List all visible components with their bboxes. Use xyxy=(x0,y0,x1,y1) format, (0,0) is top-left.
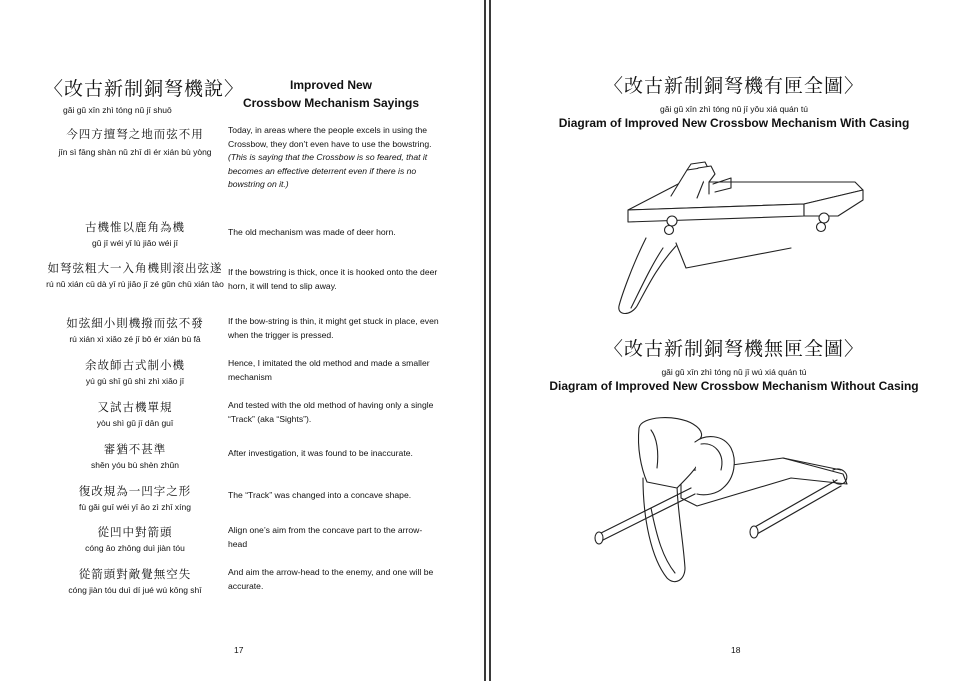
verse-pinyin: cóng jiàn tóu duì dí jué wú kōng shī xyxy=(68,585,202,595)
page-number-left: 17 xyxy=(234,645,244,655)
verse-translation: The old mechanism was made of deer horn. xyxy=(228,227,396,237)
verse-pinyin: gǔ jī wéi yǐ lù jiǎo wéi jī xyxy=(92,238,178,248)
verse-translation: Align one’s aim from the concave part to the arrow-head xyxy=(228,525,423,549)
verse-pinyin: fù gǎi guī wéi yī āo zì zhī xíng xyxy=(79,502,191,512)
verse-translation: And tested with the old method of having only a single “Track” (aka “Sights”). xyxy=(228,400,434,424)
crossbow-mechanism-without-casing-drawing xyxy=(491,408,977,608)
verse-translation: After investigation, it was found to be inaccurate. xyxy=(228,448,413,458)
verse-translation: The “Track” was changed into a concave shape. xyxy=(228,490,412,500)
verse-chinese: 從箭頭對敵覺無空失 xyxy=(78,567,192,581)
right-page xyxy=(491,0,977,681)
page-number-right: 18 xyxy=(731,645,741,655)
book-spine xyxy=(484,0,491,681)
verse-chinese: 今四方擅弩之地而弦不用 xyxy=(66,127,204,141)
figure2-title-pinyin: gǎi gǔ xīn zhì tóng nǔ jī wú xiá quán tú xyxy=(661,367,807,377)
verse-pinyin: cóng āo zhōng duì jiàn tóu xyxy=(85,543,185,553)
verse-chinese: 余故師古式制小機 xyxy=(85,358,185,372)
left-title-pinyin: gǎi gǔ xīn zhì tóng nǔ jī shuō xyxy=(63,105,172,115)
verse-translation-note-text: (This is saying that the Crossbow is so feared, that it becomes an effective deterrent even if there is no bowstring on it.) xyxy=(228,152,428,190)
figure2-caption xyxy=(491,337,977,393)
verse-chinese: 又試古機單規 xyxy=(97,400,173,414)
figure2-title-chinese: 〈改古新制銅弩機無匣全圖〉 xyxy=(603,338,864,360)
left-title-english xyxy=(236,76,426,112)
verse-pinyin: jīn sì fāng shàn nǔ zhī dì ér xián bù yòng xyxy=(58,147,212,157)
left-page xyxy=(0,0,484,681)
verse-translation xyxy=(228,124,440,192)
verse-translation: Hence, I imitated the old method and made a smaller mechanism xyxy=(228,358,430,382)
figure2-title-english: Diagram of Improved New Crossbow Mechanism Without Casing xyxy=(549,379,919,393)
verse-translation-text: Today, in areas where the people excels in using the Crossbow, they don’t even have to use the bowstring. xyxy=(228,125,432,149)
verse-pinyin: rú nǔ xián cū dà yī rù jiǎo jī zé gǔn chū xián tào xyxy=(46,279,224,289)
verse-chinese: 如弦細小則機撥而弦不發 xyxy=(66,316,204,330)
verse-chinese: 古機惟以鹿角為機 xyxy=(85,220,185,234)
verse-chinese: 從凹中對箭頭 xyxy=(97,525,173,539)
verse-translation: If the bowstring is thick, once it is hooked onto the deer horn, it will tend to slip away. xyxy=(228,267,438,291)
figure1-caption xyxy=(491,74,977,130)
verse-chinese: 復改規為一凹字之形 xyxy=(78,484,192,498)
verse-translation-note xyxy=(228,151,440,192)
verse-translation: And aim the arrow-head to the enemy, and one will be accurate. xyxy=(228,567,434,591)
figure1-title-chinese: 〈改古新制銅弩機有匣全圖〉 xyxy=(603,75,864,97)
spine-line-left xyxy=(484,0,486,681)
figure1-title-english: Diagram of Improved New Crossbow Mechanism With Casing xyxy=(558,116,910,130)
verse-chinese: 審猶不甚準 xyxy=(103,442,167,456)
crossbow-mechanism-with-casing-drawing xyxy=(491,148,977,348)
verse-pinyin: rú xián xì xiǎo zé jī bō ér xián bù fā xyxy=(69,334,201,344)
verse-pinyin: yòu shì gǔ jī dān guī xyxy=(96,418,174,428)
verse-chinese: 如弩弦粗大一入角機則滚出弦遂 xyxy=(47,261,223,275)
left-title-chinese: 〈改古新制銅弩機說〉 xyxy=(44,78,245,100)
left-title-english-line2: Crossbow Mechanism Sayings xyxy=(242,96,420,110)
left-title-english-line1: Improved New xyxy=(289,78,373,92)
verse-pinyin: yú gù shī gǔ shì zhì xiǎo jī xyxy=(85,376,185,386)
figure1-title-pinyin: gǎi gǔ xīn zhì tóng nǔ jī yǒu xiá quán tú xyxy=(660,104,808,114)
verse-pinyin: shěn yóu bù shèn zhǔn xyxy=(91,460,179,470)
verse-translation: If the bow-string is thin, it might get stuck in place, even when the trigger is pressed. xyxy=(228,316,439,340)
